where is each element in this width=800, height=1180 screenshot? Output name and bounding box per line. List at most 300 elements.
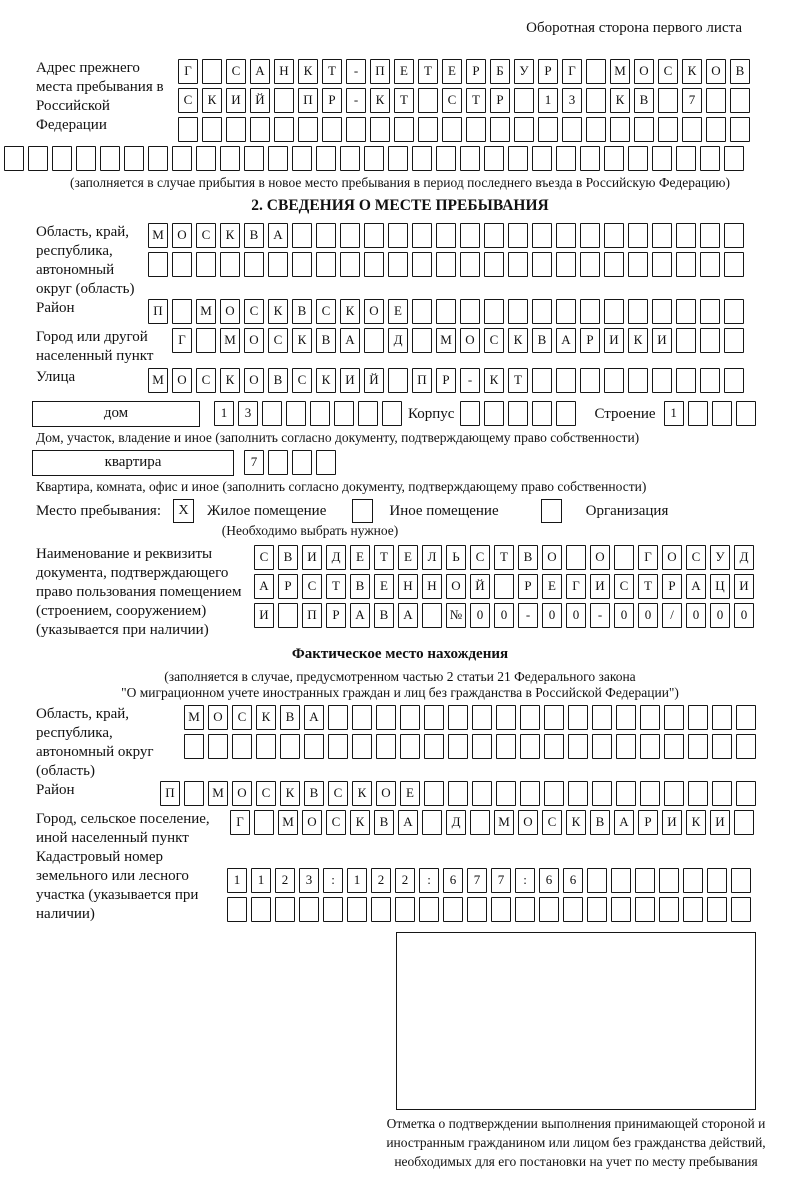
char-cell[interactable]: 0 [686, 603, 706, 628]
char-cell[interactable] [676, 252, 696, 277]
char-cell[interactable]: К [566, 810, 586, 835]
char-cell[interactable] [316, 252, 336, 277]
char-cell[interactable] [707, 897, 727, 922]
char-cell[interactable] [652, 146, 672, 171]
char-cell[interactable] [388, 252, 408, 277]
char-cell[interactable]: Е [388, 299, 408, 324]
char-cell[interactable]: В [316, 328, 336, 353]
char-cell[interactable] [563, 897, 583, 922]
char-cell[interactable] [700, 146, 720, 171]
char-cell[interactable] [652, 252, 672, 277]
char-cell[interactable] [364, 252, 384, 277]
char-cell[interactable] [604, 223, 624, 248]
char-cell[interactable]: А [556, 328, 576, 353]
char-cell[interactable] [202, 59, 222, 84]
char-cell[interactable]: И [604, 328, 624, 353]
char-cell[interactable] [184, 734, 204, 759]
char-cell[interactable]: С [244, 299, 264, 324]
char-cell[interactable] [614, 545, 634, 570]
char-cell[interactable] [532, 252, 552, 277]
char-cell[interactable] [268, 450, 288, 475]
char-cell[interactable] [586, 88, 606, 113]
char-cell[interactable] [340, 252, 360, 277]
char-cell[interactable] [328, 734, 348, 759]
char-cell[interactable] [274, 88, 294, 113]
char-cell[interactable] [494, 574, 514, 599]
char-cell[interactable] [640, 734, 660, 759]
char-cell[interactable] [628, 223, 648, 248]
char-cell[interactable] [688, 781, 708, 806]
char-cell[interactable] [316, 146, 336, 171]
char-cell[interactable] [172, 299, 192, 324]
char-cell[interactable]: Д [446, 810, 466, 835]
char-cell[interactable]: Р [490, 88, 510, 113]
char-cell[interactable]: О [518, 810, 538, 835]
char-cell[interactable] [700, 252, 720, 277]
char-cell[interactable] [658, 117, 678, 142]
char-cell[interactable] [556, 223, 576, 248]
char-cell[interactable]: И [652, 328, 672, 353]
char-cell[interactable] [508, 146, 528, 171]
char-cell[interactable] [508, 223, 528, 248]
char-cell[interactable]: Р [436, 368, 456, 393]
char-cell[interactable] [364, 146, 384, 171]
char-cell[interactable] [184, 781, 204, 806]
char-cell[interactable]: С [196, 368, 216, 393]
char-cell[interactable]: О [172, 223, 192, 248]
char-cell[interactable] [736, 705, 756, 730]
char-cell[interactable] [538, 117, 558, 142]
char-cell[interactable] [196, 328, 216, 353]
char-cell[interactable] [736, 734, 756, 759]
char-cell[interactable]: М [278, 810, 298, 835]
char-cell[interactable] [371, 897, 391, 922]
char-cell[interactable] [532, 299, 552, 324]
char-cell[interactable]: Р [518, 574, 538, 599]
char-cell[interactable] [724, 223, 744, 248]
char-cell[interactable]: М [196, 299, 216, 324]
other-premises-checkbox[interactable] [352, 499, 373, 523]
char-cell[interactable] [640, 705, 660, 730]
char-cell[interactable] [484, 146, 504, 171]
char-cell[interactable] [700, 223, 720, 248]
char-cell[interactable] [616, 781, 636, 806]
char-cell[interactable]: С [614, 574, 634, 599]
char-cell[interactable]: С [256, 781, 276, 806]
char-cell[interactable] [508, 401, 528, 426]
char-cell[interactable]: Т [322, 59, 342, 84]
char-cell[interactable]: К [220, 368, 240, 393]
char-cell[interactable] [688, 734, 708, 759]
char-cell[interactable]: Т [418, 59, 438, 84]
char-cell[interactable] [364, 223, 384, 248]
char-cell[interactable] [676, 368, 696, 393]
char-cell[interactable] [688, 705, 708, 730]
char-cell[interactable]: К [484, 368, 504, 393]
char-cell[interactable]: Т [508, 368, 528, 393]
char-cell[interactable] [436, 252, 456, 277]
char-cell[interactable] [580, 252, 600, 277]
char-cell[interactable]: К [682, 59, 702, 84]
char-cell[interactable]: 1 [538, 88, 558, 113]
char-cell[interactable]: М [610, 59, 630, 84]
char-cell[interactable] [635, 868, 655, 893]
char-cell[interactable]: 2 [275, 868, 295, 893]
char-cell[interactable] [292, 252, 312, 277]
char-cell[interactable]: - [518, 603, 538, 628]
char-cell[interactable] [280, 734, 300, 759]
char-cell[interactable]: И [302, 545, 322, 570]
char-cell[interactable] [484, 401, 504, 426]
char-cell[interactable] [712, 781, 732, 806]
char-cell[interactable] [544, 781, 564, 806]
char-cell[interactable] [172, 146, 192, 171]
char-cell[interactable]: 0 [710, 603, 730, 628]
char-cell[interactable]: Ц [710, 574, 730, 599]
char-cell[interactable] [712, 705, 732, 730]
char-cell[interactable]: / [662, 603, 682, 628]
char-cell[interactable]: С [178, 88, 198, 113]
char-cell[interactable] [586, 59, 606, 84]
char-cell[interactable] [496, 734, 516, 759]
char-cell[interactable]: К [340, 299, 360, 324]
char-cell[interactable] [268, 252, 288, 277]
char-cell[interactable] [736, 401, 756, 426]
char-cell[interactable] [734, 810, 754, 835]
char-cell[interactable] [652, 368, 672, 393]
char-cell[interactable] [580, 146, 600, 171]
char-cell[interactable] [566, 545, 586, 570]
char-cell[interactable] [640, 781, 660, 806]
char-cell[interactable] [688, 401, 708, 426]
char-cell[interactable]: - [590, 603, 610, 628]
char-cell[interactable] [4, 146, 24, 171]
char-cell[interactable] [436, 299, 456, 324]
char-cell[interactable] [676, 223, 696, 248]
char-cell[interactable]: Р [662, 574, 682, 599]
char-cell[interactable]: О [634, 59, 654, 84]
char-cell[interactable] [424, 734, 444, 759]
char-cell[interactable] [706, 117, 726, 142]
char-cell[interactable]: М [494, 810, 514, 835]
char-cell[interactable] [736, 781, 756, 806]
char-cell[interactable] [611, 868, 631, 893]
char-cell[interactable] [388, 368, 408, 393]
char-cell[interactable] [484, 299, 504, 324]
char-cell[interactable]: М [436, 328, 456, 353]
char-cell[interactable] [472, 705, 492, 730]
char-cell[interactable] [442, 117, 462, 142]
char-cell[interactable]: В [350, 574, 370, 599]
char-cell[interactable]: О [662, 545, 682, 570]
char-cell[interactable]: С [328, 781, 348, 806]
char-cell[interactable]: В [518, 545, 538, 570]
char-cell[interactable] [532, 401, 552, 426]
char-cell[interactable]: О [208, 705, 228, 730]
char-cell[interactable]: В [374, 603, 394, 628]
char-cell[interactable]: № [446, 603, 466, 628]
char-cell[interactable]: В [268, 368, 288, 393]
char-cell[interactable] [395, 897, 415, 922]
char-cell[interactable] [376, 705, 396, 730]
char-cell[interactable] [587, 897, 607, 922]
char-cell[interactable] [467, 897, 487, 922]
char-cell[interactable] [664, 705, 684, 730]
char-cell[interactable]: 1 [347, 868, 367, 893]
char-cell[interactable] [388, 146, 408, 171]
char-cell[interactable]: Й [250, 88, 270, 113]
char-cell[interactable] [352, 734, 372, 759]
char-cell[interactable] [340, 223, 360, 248]
char-cell[interactable]: О [364, 299, 384, 324]
char-cell[interactable] [544, 734, 564, 759]
char-cell[interactable]: О [706, 59, 726, 84]
char-cell[interactable] [424, 705, 444, 730]
char-cell[interactable] [659, 897, 679, 922]
char-cell[interactable]: 0 [638, 603, 658, 628]
char-cell[interactable]: А [304, 705, 324, 730]
char-cell[interactable]: : [323, 868, 343, 893]
char-cell[interactable] [196, 146, 216, 171]
char-cell[interactable] [556, 299, 576, 324]
char-cell[interactable] [683, 868, 703, 893]
char-cell[interactable]: Е [400, 781, 420, 806]
char-cell[interactable]: 6 [443, 868, 463, 893]
char-cell[interactable] [676, 146, 696, 171]
char-cell[interactable]: И [340, 368, 360, 393]
char-cell[interactable] [299, 897, 319, 922]
char-cell[interactable] [340, 146, 360, 171]
char-cell[interactable]: О [590, 545, 610, 570]
char-cell[interactable]: Н [422, 574, 442, 599]
char-cell[interactable]: К [268, 299, 288, 324]
char-cell[interactable] [683, 897, 703, 922]
char-cell[interactable] [730, 88, 750, 113]
char-cell[interactable] [568, 705, 588, 730]
char-cell[interactable] [436, 223, 456, 248]
char-cell[interactable] [292, 450, 312, 475]
char-cell[interactable] [328, 705, 348, 730]
char-cell[interactable]: 3 [299, 868, 319, 893]
char-cell[interactable] [422, 603, 442, 628]
char-cell[interactable] [412, 328, 432, 353]
char-cell[interactable]: 1 [214, 401, 234, 426]
char-cell[interactable]: 3 [562, 88, 582, 113]
char-cell[interactable]: Р [580, 328, 600, 353]
char-cell[interactable] [364, 328, 384, 353]
char-cell[interactable]: Й [470, 574, 490, 599]
char-cell[interactable]: 7 [244, 450, 264, 475]
char-cell[interactable] [556, 146, 576, 171]
char-cell[interactable] [460, 401, 480, 426]
char-cell[interactable] [227, 897, 247, 922]
char-cell[interactable]: Т [394, 88, 414, 113]
char-cell[interactable]: А [350, 603, 370, 628]
char-cell[interactable] [707, 868, 727, 893]
char-cell[interactable]: К [686, 810, 706, 835]
char-cell[interactable]: М [184, 705, 204, 730]
char-cell[interactable] [664, 734, 684, 759]
char-cell[interactable]: К [610, 88, 630, 113]
char-cell[interactable] [347, 897, 367, 922]
char-cell[interactable]: 0 [542, 603, 562, 628]
char-cell[interactable]: О [220, 299, 240, 324]
char-cell[interactable] [712, 734, 732, 759]
char-cell[interactable] [298, 117, 318, 142]
char-cell[interactable]: К [220, 223, 240, 248]
char-cell[interactable] [304, 734, 324, 759]
char-cell[interactable] [676, 328, 696, 353]
char-cell[interactable]: : [515, 868, 535, 893]
char-cell[interactable] [520, 734, 540, 759]
char-cell[interactable]: В [280, 705, 300, 730]
char-cell[interactable] [508, 252, 528, 277]
char-cell[interactable]: П [412, 368, 432, 393]
char-cell[interactable] [424, 781, 444, 806]
char-cell[interactable] [628, 368, 648, 393]
char-cell[interactable]: К [298, 59, 318, 84]
char-cell[interactable] [220, 146, 240, 171]
char-cell[interactable] [178, 117, 198, 142]
char-cell[interactable] [388, 223, 408, 248]
char-cell[interactable] [562, 117, 582, 142]
char-cell[interactable]: В [590, 810, 610, 835]
char-cell[interactable]: М [148, 368, 168, 393]
char-cell[interactable]: Е [374, 574, 394, 599]
char-cell[interactable] [322, 117, 342, 142]
char-cell[interactable]: С [442, 88, 462, 113]
char-cell[interactable]: - [346, 88, 366, 113]
char-cell[interactable] [515, 897, 535, 922]
char-cell[interactable] [418, 88, 438, 113]
char-cell[interactable] [443, 897, 463, 922]
char-cell[interactable]: К [628, 328, 648, 353]
char-cell[interactable] [496, 705, 516, 730]
char-cell[interactable]: И [226, 88, 246, 113]
char-cell[interactable] [616, 734, 636, 759]
char-cell[interactable]: В [292, 299, 312, 324]
char-cell[interactable] [460, 252, 480, 277]
char-cell[interactable]: С [302, 574, 322, 599]
char-cell[interactable] [448, 781, 468, 806]
char-cell[interactable] [460, 146, 480, 171]
char-cell[interactable] [100, 146, 120, 171]
char-cell[interactable]: И [254, 603, 274, 628]
char-cell[interactable]: Г [638, 545, 658, 570]
char-cell[interactable] [292, 146, 312, 171]
char-cell[interactable]: О [446, 574, 466, 599]
char-cell[interactable]: Л [422, 545, 442, 570]
char-cell[interactable] [532, 223, 552, 248]
char-cell[interactable]: П [148, 299, 168, 324]
char-cell[interactable]: Р [466, 59, 486, 84]
char-cell[interactable] [466, 117, 486, 142]
char-cell[interactable] [628, 299, 648, 324]
char-cell[interactable] [460, 299, 480, 324]
char-cell[interactable] [412, 146, 432, 171]
char-cell[interactable]: 2 [395, 868, 415, 893]
char-cell[interactable] [490, 117, 510, 142]
char-cell[interactable] [412, 223, 432, 248]
char-cell[interactable] [262, 401, 282, 426]
char-cell[interactable]: А [398, 603, 418, 628]
char-cell[interactable]: Р [638, 810, 658, 835]
char-cell[interactable] [700, 299, 720, 324]
char-cell[interactable]: 0 [566, 603, 586, 628]
char-cell[interactable]: К [292, 328, 312, 353]
char-cell[interactable] [520, 781, 540, 806]
char-cell[interactable]: О [232, 781, 252, 806]
char-cell[interactable] [244, 252, 264, 277]
char-cell[interactable]: Д [388, 328, 408, 353]
char-cell[interactable]: Н [398, 574, 418, 599]
char-cell[interactable] [352, 705, 372, 730]
char-cell[interactable]: П [298, 88, 318, 113]
char-cell[interactable]: Т [638, 574, 658, 599]
char-cell[interactable]: Й [364, 368, 384, 393]
char-cell[interactable] [580, 223, 600, 248]
char-cell[interactable]: Г [566, 574, 586, 599]
char-cell[interactable] [539, 897, 559, 922]
char-cell[interactable] [611, 897, 631, 922]
char-cell[interactable] [682, 117, 702, 142]
char-cell[interactable]: И [734, 574, 754, 599]
char-cell[interactable]: 0 [614, 603, 634, 628]
char-cell[interactable]: О [172, 368, 192, 393]
char-cell[interactable] [676, 299, 696, 324]
char-cell[interactable] [251, 897, 271, 922]
char-cell[interactable]: О [302, 810, 322, 835]
char-cell[interactable]: С [292, 368, 312, 393]
char-cell[interactable]: О [542, 545, 562, 570]
char-cell[interactable] [484, 223, 504, 248]
char-cell[interactable]: - [346, 59, 366, 84]
char-cell[interactable] [652, 299, 672, 324]
char-cell[interactable] [202, 117, 222, 142]
char-cell[interactable] [731, 868, 751, 893]
char-cell[interactable] [724, 252, 744, 277]
char-cell[interactable] [652, 223, 672, 248]
char-cell[interactable]: Г [172, 328, 192, 353]
char-cell[interactable] [592, 734, 612, 759]
char-cell[interactable]: У [710, 545, 730, 570]
char-cell[interactable] [580, 368, 600, 393]
char-cell[interactable] [586, 117, 606, 142]
char-cell[interactable] [532, 368, 552, 393]
char-cell[interactable] [628, 252, 648, 277]
char-cell[interactable]: К [370, 88, 390, 113]
char-cell[interactable]: А [686, 574, 706, 599]
char-cell[interactable] [514, 117, 534, 142]
char-cell[interactable] [556, 368, 576, 393]
char-cell[interactable] [419, 897, 439, 922]
char-cell[interactable]: А [254, 574, 274, 599]
char-cell[interactable]: А [614, 810, 634, 835]
char-cell[interactable]: С [470, 545, 490, 570]
char-cell[interactable] [28, 146, 48, 171]
char-cell[interactable] [323, 897, 343, 922]
char-cell[interactable]: Д [326, 545, 346, 570]
char-cell[interactable]: С [658, 59, 678, 84]
char-cell[interactable] [148, 146, 168, 171]
char-cell[interactable] [254, 810, 274, 835]
char-cell[interactable]: Г [178, 59, 198, 84]
char-cell[interactable] [508, 299, 528, 324]
char-cell[interactable] [568, 781, 588, 806]
char-cell[interactable] [724, 368, 744, 393]
char-cell[interactable] [460, 223, 480, 248]
char-cell[interactable]: Н [274, 59, 294, 84]
